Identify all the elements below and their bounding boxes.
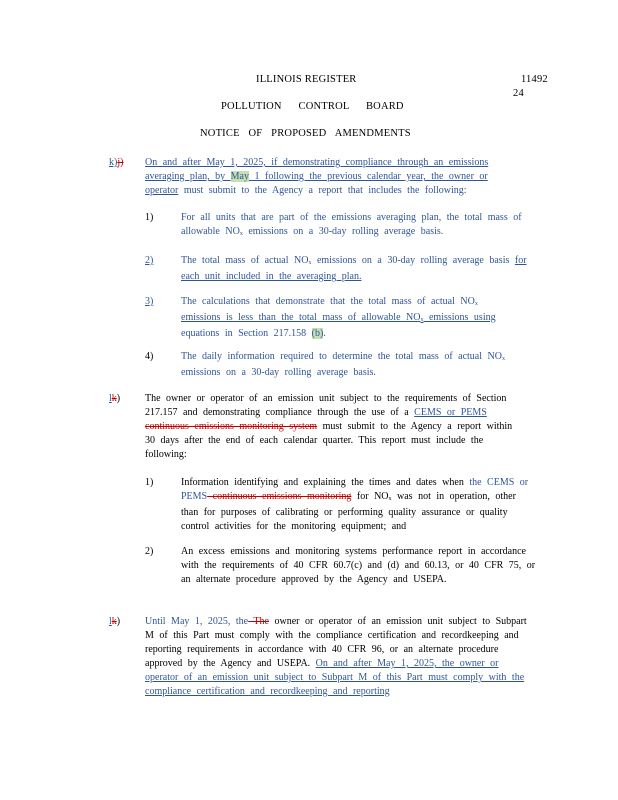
- subsection-label-l: [109, 392, 120, 406]
- subsection-label-m: [109, 615, 120, 629]
- body-text: The calculations that demonstrate that the total mass of actual NO: [181, 296, 475, 307]
- subscript: x: [474, 301, 478, 307]
- item-text: [181, 545, 539, 587]
- new-label: l: [109, 616, 112, 627]
- body-text: equations in Section 217.158: [181, 328, 312, 339]
- subscript: x: [308, 260, 312, 266]
- subscript: x: [239, 231, 243, 237]
- item-text: [181, 476, 529, 534]
- body-text: Information identifying and explaining the times and dates when: [181, 477, 470, 488]
- body-text: The daily information required to determine the total mass of actual NO: [181, 351, 502, 362]
- subscript: x: [420, 317, 424, 323]
- body-text: .: [323, 328, 326, 339]
- new-label: l: [109, 393, 112, 404]
- item-text: [181, 211, 539, 241]
- item-label: 1): [145, 212, 154, 223]
- body-text: must submit to the Agency a report within 30 days after the end of each calendar quarter. This report must include the following:: [145, 421, 513, 460]
- subsection-l-text: [145, 392, 517, 462]
- highlighted-text: (b): [311, 328, 324, 339]
- item-label: 1): [145, 477, 154, 488]
- body-text: For all units that are part of the emissions averaging plan, the total mass of allowable NO: [181, 212, 522, 237]
- inserted-text: CEMS or PEMS: [414, 407, 487, 418]
- inserted-text: emissions is less than the total mass of allowable NO: [181, 312, 421, 323]
- body-text: emissions on a 30-day rolling average basis.: [242, 226, 444, 237]
- deleted-text: The: [248, 616, 269, 627]
- board-title: POLLUTION CONTROL BOARD: [221, 101, 404, 112]
- label-paren: ): [116, 393, 121, 404]
- notice-title: NOTICE OF PROPOSED AMENDMENTS: [200, 128, 411, 139]
- body-text: was not in operation, other than for purposes of calibrating or performing quality assurance or quality control activities for the monitoring equipment; and: [181, 491, 516, 532]
- item-label: 2): [145, 546, 154, 557]
- item-text: [181, 254, 529, 284]
- body-text: must submit to the Agency a report that includes the following:: [178, 185, 467, 196]
- inserted-text: emissions using: [423, 312, 496, 323]
- subsection-k-text: [145, 156, 515, 198]
- body-text: An excess emissions and monitoring systems performance report in accordance with the requirements of 40 CFR 60.7(c) and (d) and 60.13, or 40 CFR 75, or an alternate procedure approved by the Agency and USEPA.: [181, 546, 536, 585]
- item-label: 4): [145, 351, 154, 362]
- body-text: for NO: [351, 491, 389, 502]
- issue-number: 24: [513, 88, 524, 99]
- body-text: owner or operator of an emission unit subject to Subpart M of this Part must comply with the compliance certification and recordkeeping and reporting requirements in accordance with 40 CFR 96, or an alternate procedure approved by the Agency and USEPA.: [145, 616, 527, 669]
- old-label: j): [117, 157, 124, 168]
- register-title: ILLINOIS REGISTER: [256, 74, 357, 85]
- subsection-label-k: [109, 156, 123, 170]
- inserted-text: On and after May 1, 2025, if demonstrating compliance through an emissions averaging plan, by: [145, 157, 489, 182]
- body-text: The owner or operator of an emission unit subject to the requirements of Section 217.157 and demonstrating compliance through the use of a: [145, 393, 507, 418]
- highlighted-text: May: [230, 171, 249, 182]
- old-label: k: [111, 616, 117, 627]
- inserted-text: 1 following the previous calendar year, the owner or operator: [145, 171, 488, 196]
- page-number: 11492: [521, 74, 548, 85]
- body-text: The total mass of actual NO: [181, 255, 309, 266]
- subscript: x: [388, 496, 392, 502]
- deleted-text: continuous emissions monitoring: [207, 491, 352, 502]
- body-text: emissions on a 30-day rolling average basis: [311, 255, 510, 266]
- inserted-text: Until May 1, 2025, the: [145, 616, 249, 627]
- inserted-text: for each unit included in the averaging plan.: [181, 255, 527, 282]
- deleted-text: continuous emissions monitoring system: [145, 421, 318, 432]
- inserted-text: the CEMS or PEMS: [181, 477, 529, 502]
- body-text: emissions on a 30-day rolling average basis.: [181, 367, 376, 378]
- old-label: k: [111, 393, 117, 404]
- subsection-m-text: [145, 615, 535, 699]
- item-label: 2): [145, 255, 154, 266]
- inserted-text: On and after May 1, 2025, the owner or operator of an emission unit subject to Subpart M of this Part must comply with the compliance certification and recordkeeping and reporting: [145, 658, 525, 697]
- label-paren: ): [116, 616, 121, 627]
- item-text: [181, 295, 521, 341]
- new-label: k): [109, 157, 118, 168]
- item-label: 3): [145, 296, 154, 307]
- item-text: [181, 350, 533, 380]
- subscript: x: [501, 356, 505, 362]
